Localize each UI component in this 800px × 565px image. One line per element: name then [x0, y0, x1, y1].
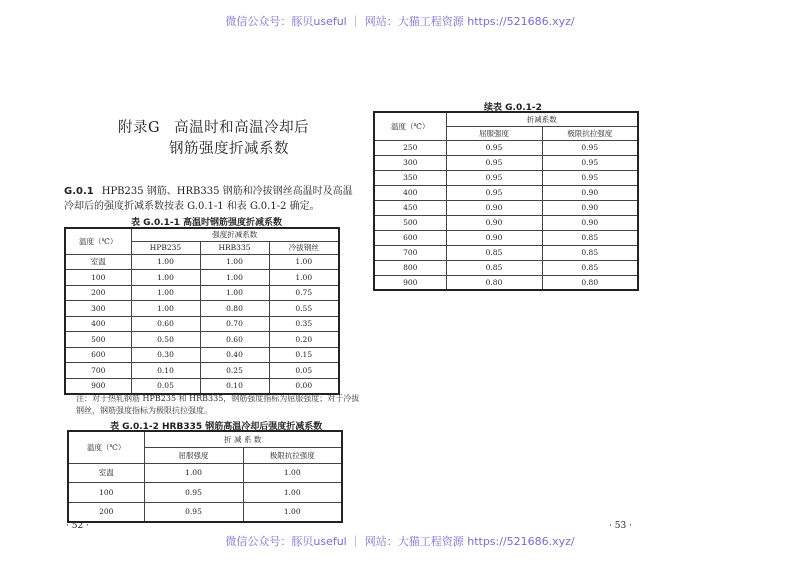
t3-temp-header: 温度（℃）: [374, 112, 446, 140]
t1-col-hrb335: HRB335: [200, 241, 269, 254]
table-row: [65, 332, 339, 348]
table2-body: [68, 463, 342, 522]
clause-paragraph: [64, 184, 354, 214]
t1-temp-header: 温度（℃）: [65, 228, 131, 254]
clause-text: HPB235 钢筋、HRB335 钢筋和冷拔钢丝高温时及高温冷却后的强度折减系数按表 G.0.1-1 和表 G.0.1-2 确定。: [64, 186, 353, 212]
value-cell: 0.95: [446, 140, 542, 155]
value-cell: 0.55: [269, 301, 339, 317]
value-cell: 0.25: [200, 363, 269, 379]
table-row: [374, 140, 638, 155]
appendix-title-text1: 高温时和高温冷却后: [174, 120, 310, 136]
table1-body: [65, 254, 339, 394]
temperature-cell: 500: [65, 332, 131, 348]
table-row: [65, 285, 339, 301]
value-cell: 0.20: [269, 332, 339, 348]
temperature-cell: 450: [374, 200, 446, 215]
value-cell: 1.00: [269, 254, 339, 270]
value-cell: 0.05: [131, 378, 200, 394]
value-cell: 0.60: [200, 332, 269, 348]
t1-col-coldwire: 冷拔钢丝: [269, 241, 339, 254]
table-row: [374, 260, 638, 275]
temperature-cell: 800: [374, 260, 446, 275]
appendix-title-line2: 钢筋强度折减系数: [169, 141, 289, 157]
value-cell: 1.00: [131, 285, 200, 301]
clause-number: G.0.1: [64, 186, 94, 197]
table-row: [65, 347, 339, 363]
value-cell: 0.85: [446, 245, 542, 260]
t2-col-yield: 屈服强度: [144, 447, 243, 463]
value-cell: 0.80: [446, 275, 542, 290]
value-cell: 0.85: [542, 245, 638, 260]
watermark-top: 微信公众号：豚贝useful ｜ 网站：大猫工程资源 https://521686.xyz/: [225, 15, 575, 28]
table-g012: [67, 430, 343, 523]
value-cell: 1.00: [200, 254, 269, 270]
table-row: [65, 316, 339, 332]
appendix-label: 附录G: [118, 120, 161, 136]
value-cell: 0.85: [446, 260, 542, 275]
value-cell: 0.10: [200, 378, 269, 394]
value-cell: 0.10: [131, 363, 200, 379]
value-cell: 0.80: [200, 301, 269, 317]
table-row: [65, 378, 339, 394]
value-cell: 0.95: [446, 155, 542, 170]
page-number-left: · 52 ·: [66, 521, 89, 531]
temperature-cell: 900: [374, 275, 446, 290]
table-g012-continued: [373, 111, 639, 291]
value-cell: 0.75: [269, 285, 339, 301]
temperature-cell: 700: [65, 363, 131, 379]
temperature-cell: 200: [65, 285, 131, 301]
page-number-right: · 53 ·: [609, 521, 632, 531]
value-cell: 0.85: [542, 230, 638, 245]
watermark-bottom: 微信公众号：豚贝useful ｜ 网站：大猫工程资源 https://521686.xyz/: [225, 535, 575, 548]
temperature-cell: 100: [65, 270, 131, 286]
value-cell: 0.30: [131, 347, 200, 363]
value-cell: 0.35: [269, 316, 339, 332]
value-cell: 0.00: [269, 378, 339, 394]
temperature-cell: 400: [65, 316, 131, 332]
table-row: [374, 170, 638, 185]
table-row: [65, 363, 339, 379]
t1-col-hpb235: HPB235: [131, 241, 200, 254]
table-row: [68, 463, 342, 483]
t1-group-header: 强度折减系数: [131, 228, 339, 241]
value-cell: 1.00: [269, 270, 339, 286]
temperature-cell: 500: [374, 215, 446, 230]
table-row: [68, 502, 342, 522]
value-cell: 0.15: [269, 347, 339, 363]
value-cell: 1.00: [200, 285, 269, 301]
value-cell: 1.00: [243, 502, 342, 522]
table2-caption: 表 G.0.1-2 HRB335 钢筋高温冷却后强度折减系数: [110, 422, 323, 432]
temperature-cell: 900: [65, 378, 131, 394]
value-cell: 0.95: [144, 502, 243, 522]
value-cell: 0.80: [542, 275, 638, 290]
value-cell: 0.90: [542, 215, 638, 230]
t3-group-header: 折减系数: [446, 112, 638, 126]
temperature-cell: 700: [374, 245, 446, 260]
value-cell: 0.95: [144, 483, 243, 503]
temperature-cell: 600: [65, 347, 131, 363]
value-cell: 0.95: [542, 140, 638, 155]
t2-group-header: 折 减 系 数: [144, 431, 342, 447]
table-row: [374, 200, 638, 215]
value-cell: 0.90: [446, 215, 542, 230]
value-cell: 1.00: [200, 270, 269, 286]
value-cell: 1.00: [131, 270, 200, 286]
value-cell: 0.90: [542, 200, 638, 215]
value-cell: 0.60: [131, 316, 200, 332]
temperature-cell: 400: [374, 185, 446, 200]
t3-col-ultimate: 极限抗拉强度: [542, 126, 638, 140]
table-row: [65, 254, 339, 270]
table-row: [374, 230, 638, 245]
table-row: [65, 270, 339, 286]
value-cell: 0.95: [542, 170, 638, 185]
value-cell: 0.05: [269, 363, 339, 379]
temperature-cell: 室温: [68, 463, 144, 483]
temperature-cell: 250: [374, 140, 446, 155]
table-row: [374, 275, 638, 290]
value-cell: 0.40: [200, 347, 269, 363]
t3-col-yield: 屈服强度: [446, 126, 542, 140]
value-cell: 0.50: [131, 332, 200, 348]
value-cell: 1.00: [131, 254, 200, 270]
table-row: [65, 301, 339, 317]
table-g011: [64, 227, 340, 395]
value-cell: 0.85: [542, 260, 638, 275]
temperature-cell: 600: [374, 230, 446, 245]
value-cell: 0.90: [542, 185, 638, 200]
value-cell: 1.00: [144, 463, 243, 483]
value-cell: 0.95: [542, 155, 638, 170]
value-cell: 0.70: [200, 316, 269, 332]
temperature-cell: 室温: [65, 254, 131, 270]
value-cell: 1.00: [243, 483, 342, 503]
table3-caption: 续表 G.0.1-2: [484, 103, 542, 113]
table-row: [374, 215, 638, 230]
table-row: [68, 483, 342, 503]
value-cell: 0.95: [446, 185, 542, 200]
value-cell: 1.00: [131, 301, 200, 317]
temperature-cell: 300: [65, 301, 131, 317]
table-row: [374, 185, 638, 200]
value-cell: 0.90: [446, 230, 542, 245]
table1-note: 注：对于热轧钢筋 HPB235 和 HRB335，钢筋强度指标为屈服强度；对于冷拔钢丝，钢筋强度指标为极限抗拉强度。: [76, 394, 360, 415]
temperature-cell: 200: [68, 502, 144, 522]
table3-body: [374, 140, 638, 290]
temperature-cell: 300: [374, 155, 446, 170]
table-row: [374, 155, 638, 170]
value-cell: 1.00: [243, 463, 342, 483]
t2-col-ultimate: 极限抗拉强度: [243, 447, 342, 463]
temperature-cell: 100: [68, 483, 144, 503]
table-row: [374, 245, 638, 260]
appendix-title-line1: [118, 116, 309, 137]
temperature-cell: 350: [374, 170, 446, 185]
t2-temp-header: 温度（℃）: [68, 431, 144, 463]
value-cell: 0.90: [446, 200, 542, 215]
table1-caption: 表 G.0.1-1 高温时钢筋强度折减系数: [131, 218, 283, 228]
value-cell: 0.95: [446, 170, 542, 185]
